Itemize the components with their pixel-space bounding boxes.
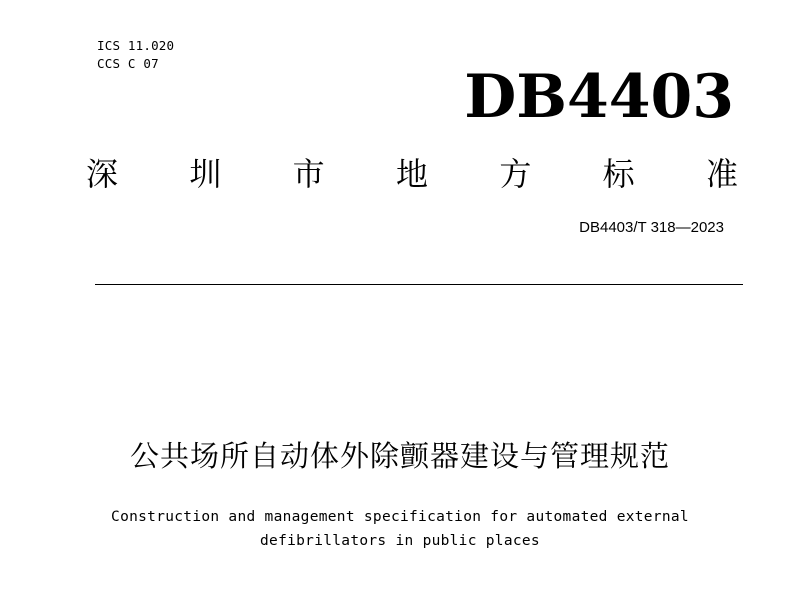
standard-type-char: 圳 [189,155,222,193]
standard-type-char: 市 [292,155,325,193]
ics-code: ICS 11.020 [97,38,175,53]
standard-type-char: 地 [395,155,428,193]
standard-type-char: 标 [602,155,635,193]
standard-type-heading [86,152,738,196]
ccs-code: CCS C 07 [97,56,159,71]
standard-type-char: 方 [499,155,532,193]
document-title-chinese: 公共场所自动体外除颤器建设与管理规范 [129,439,670,473]
standard-type-char: 准 [705,155,738,193]
db-code: DB4403 [464,62,734,132]
standard-number: DB4403/T 318—2023 [579,219,724,236]
document-title-english-line-1: Construction and management specification for automated external [111,509,689,525]
title-divider [95,284,743,285]
standard-type-char: 深 [86,155,119,193]
document-title-english-line-2: defibrillators in public places [260,533,540,549]
